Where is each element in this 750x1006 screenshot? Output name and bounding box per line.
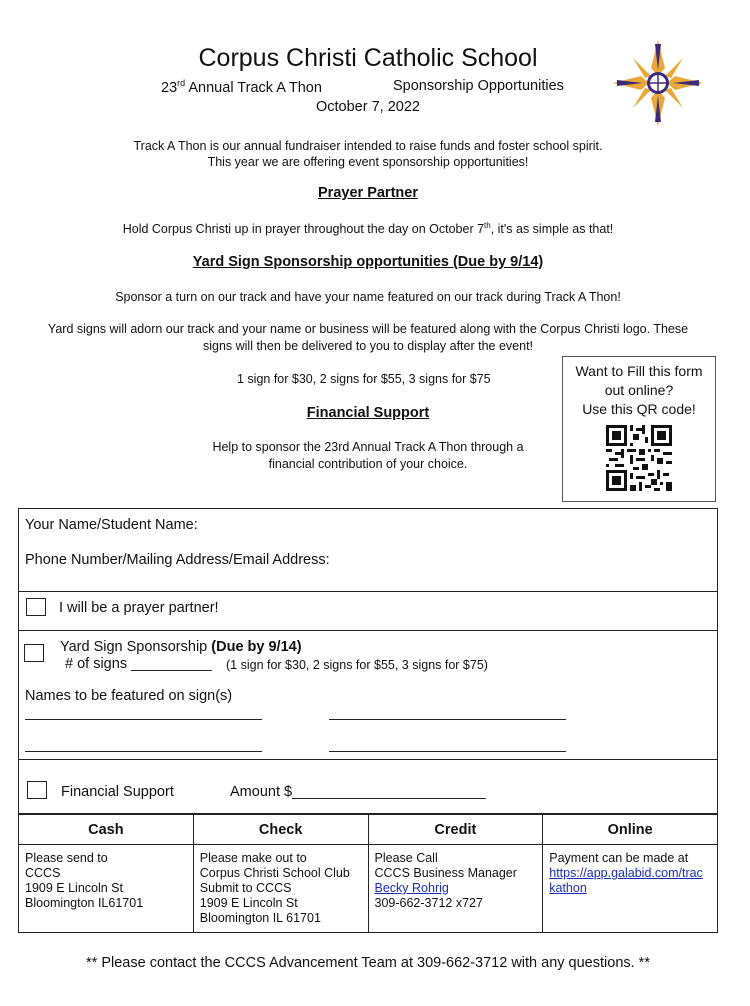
cash-details: [19, 845, 194, 933]
sign-names-label: Names to be featured on sign(s): [25, 688, 233, 704]
payment-header-row: [19, 815, 718, 845]
qr-line-3: Use this QR code!: [582, 401, 696, 417]
check-header: Check: [193, 815, 368, 845]
qr-code-box: [562, 356, 716, 502]
credit-header: Credit: [368, 815, 543, 845]
form-divider: [19, 759, 717, 760]
cash-line: 1909 E Lincoln St: [25, 881, 123, 895]
prayer-partner-checkbox[interactable]: [26, 598, 46, 616]
check-line: 1909 E Lincoln St: [199, 896, 298, 910]
sign-name-field[interactable]: [329, 751, 566, 752]
event-number: 23: [161, 79, 178, 96]
financial-support-checkbox[interactable]: [27, 781, 47, 799]
yard-sign-checkbox[interactable]: [24, 644, 44, 662]
sign-name-field[interactable]: [25, 719, 262, 720]
yard-sign-due-date: (Due by 9/14): [211, 639, 302, 655]
event-title: Annual Track A Thon: [185, 79, 322, 96]
yard-sign-line-3: signs will then be delivered to you to display after the event!: [202, 339, 534, 353]
financial-heading: Financial Support: [306, 405, 430, 421]
cash-line: Please send to: [25, 851, 108, 865]
financial-support-label: Financial Support: [61, 784, 174, 800]
galabid-link[interactable]: https://app.galabid.com/trac: [549, 866, 703, 880]
cash-line: Bloomington IL61701: [25, 896, 144, 910]
financial-line-2: financial contribution of your choice.: [268, 457, 468, 471]
financial-line-1: Help to sponsor the 23rd Annual Track A Thon through a: [212, 440, 524, 454]
sign-name-field[interactable]: [25, 751, 262, 752]
intro-line-1: Track A Thon is our annual fundraiser intended to raise funds and foster school spirit.: [133, 139, 603, 153]
credit-line: Please Call: [374, 851, 438, 865]
sign-name-field[interactable]: [329, 719, 566, 720]
payment-methods-table: [18, 814, 718, 933]
credit-phone: 309-662-3712 x727: [374, 896, 483, 910]
qr-instructions: [563, 357, 715, 419]
event-name: [161, 78, 322, 96]
business-manager-link[interactable]: Becky Rohrig: [374, 881, 449, 895]
yard-sign-pricing: 1 sign for $30, 2 signs for $55, 3 signs for $75: [237, 372, 491, 386]
online-line: Payment can be made at: [549, 851, 689, 865]
cash-line: CCCS: [25, 866, 61, 880]
event-number-suffix: rd: [177, 78, 186, 88]
prayer-text: [0, 221, 736, 236]
yard-sign-label-text: Yard Sign Sponsorship: [60, 639, 212, 655]
prayer-partner-label: I will be a prayer partner!: [59, 600, 219, 616]
qr-code-icon[interactable]: [606, 425, 672, 491]
payment-details-row: [19, 845, 718, 933]
yard-sign-line-1: Sponsor a turn on our track and have your name featured on our track during Track A Thon!: [115, 290, 621, 304]
prayer-text-main: Hold Corpus Christi up in prayer throughout the day on October 7: [122, 222, 485, 237]
prayer-heading: Prayer Partner: [318, 185, 418, 201]
intro-line-2: This year we are offering event sponsorship opportunities!: [207, 155, 529, 169]
yard-sign-line-2: Yard signs will adorn our track and your name or business will be featured along with the Corpus Christi logo. These: [47, 322, 689, 336]
yard-sign-heading: Yard Sign Sponsorship opportunities (Due by 9/14): [192, 254, 544, 270]
online-details: [543, 845, 718, 933]
form-divider: [19, 630, 717, 631]
contact-field[interactable]: Phone Number/Mailing Address/Email Address:: [25, 552, 330, 568]
signs-count-field[interactable]: # of signs __________: [65, 656, 212, 672]
event-date: October 7, 2022: [316, 99, 420, 115]
signs-pricing: (1 sign for $30, 2 signs for $55, 3 signs for $75): [226, 658, 488, 672]
online-header: Online: [543, 815, 718, 845]
amount-field[interactable]: Amount $________________________: [230, 784, 486, 800]
yard-sign-label: [60, 639, 302, 655]
check-details: [193, 845, 368, 933]
form-divider: [19, 591, 717, 592]
prayer-text-suffix: th: [484, 221, 491, 230]
qr-line-2: out online?: [604, 382, 674, 398]
sponsorship-form: [18, 508, 718, 814]
check-line: Corpus Christi School Club: [199, 866, 350, 880]
credit-line: CCCS Business Manager: [374, 866, 517, 880]
name-field[interactable]: Your Name/Student Name:: [25, 517, 198, 533]
credit-details: [368, 845, 543, 933]
check-line: Submit to CCCS: [199, 881, 292, 895]
contact-footer: ** Please contact the CCCS Advancement Team at 309-662-3712 with any questions. **: [86, 955, 650, 971]
check-line: Bloomington IL 61701: [199, 911, 321, 925]
cash-header: Cash: [19, 815, 194, 845]
check-line: Please make out to: [199, 851, 307, 865]
sponsorship-subtitle: Sponsorship Opportunities: [393, 78, 564, 94]
cross-logo-icon: [613, 40, 703, 126]
prayer-text-end: , it's as simple as that!: [490, 222, 614, 237]
qr-line-1: Want to Fill this form: [575, 363, 703, 379]
page-title: Corpus Christi Catholic School: [198, 44, 538, 72]
galabid-link-continued[interactable]: kathon: [549, 881, 587, 895]
